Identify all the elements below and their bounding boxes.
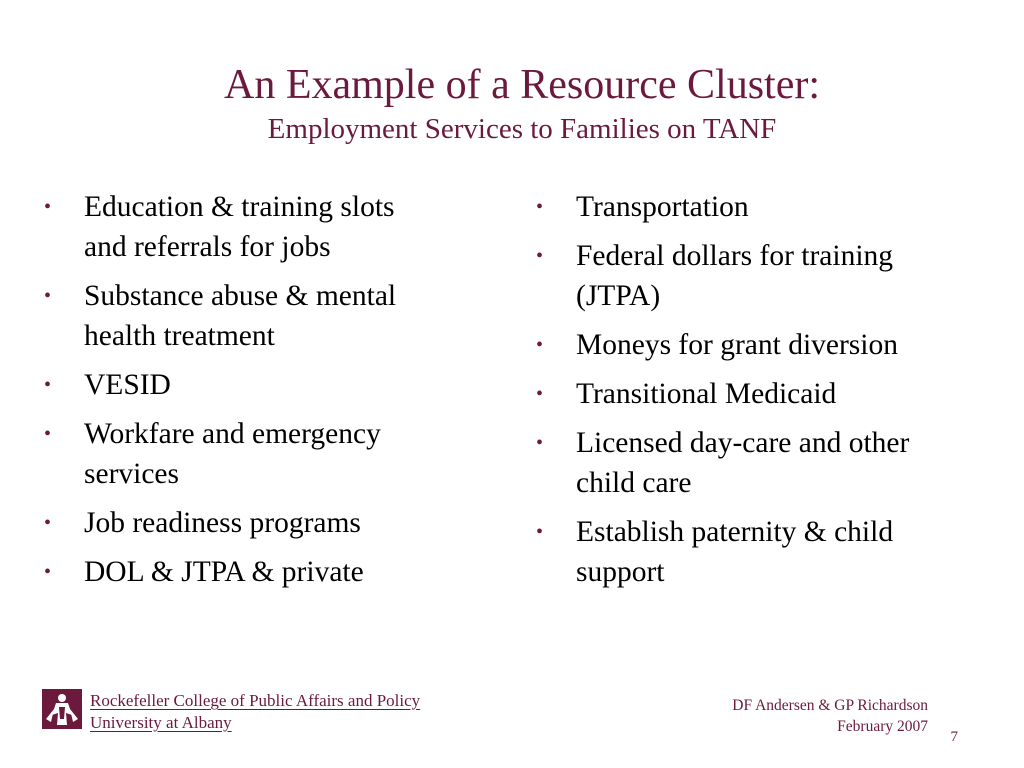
list-item-text: DOL & JTPA & private xyxy=(84,556,364,588)
list-item-text: Moneys for grant diversion xyxy=(576,329,898,361)
list-item-text: health treatment xyxy=(84,320,275,352)
bullet-icon: • xyxy=(536,432,544,454)
university-name: University at Albany xyxy=(90,713,232,732)
list-item xyxy=(44,276,464,356)
list-item-text: (JTPA) xyxy=(576,280,661,312)
list-item-text: Establish paternity & child xyxy=(576,516,894,548)
list-item-text: Workfare and emergency xyxy=(84,418,381,450)
bullet-icon: • xyxy=(536,521,544,543)
list-item-text: and referrals for jobs xyxy=(84,231,331,263)
list-item-text: Substance abuse & mental xyxy=(84,280,397,312)
bullet-icon: • xyxy=(44,512,52,534)
logo-figure-icon xyxy=(42,689,82,729)
list-item xyxy=(536,374,976,414)
slide-title: An Example of a Resource Cluster: xyxy=(224,62,820,108)
bullet-icon: • xyxy=(44,285,52,307)
bullet-icon: • xyxy=(44,196,52,218)
list-item-text: Federal dollars for training xyxy=(576,240,894,272)
bullet-icon: • xyxy=(536,334,544,356)
bullet-icon: • xyxy=(44,374,52,396)
list-item xyxy=(44,187,464,267)
bullet-icon: • xyxy=(536,196,544,218)
list-item xyxy=(44,414,464,494)
list-item-text: support xyxy=(576,556,665,588)
list-item-text: VESID xyxy=(84,369,171,401)
institution-block xyxy=(90,690,420,734)
list-item xyxy=(44,552,464,592)
list-item-text: child care xyxy=(576,467,692,499)
list-item xyxy=(536,187,976,227)
slide-subtitle: Employment Services to Families on TANF xyxy=(267,113,777,145)
list-item xyxy=(536,512,976,592)
list-item xyxy=(536,236,976,316)
bullet-icon: • xyxy=(44,423,52,445)
bullet-icon: • xyxy=(44,561,52,583)
list-item-text: services xyxy=(84,458,180,490)
date-text: February 2007 xyxy=(837,718,928,735)
bullet-icon: • xyxy=(536,383,544,405)
list-item-text: Job readiness programs xyxy=(84,507,361,539)
list-item-text: Licensed day-care and other xyxy=(576,427,910,459)
left-bullet-list xyxy=(44,187,464,601)
list-item xyxy=(44,503,464,543)
authors-text: DF Andersen & GP Richardson xyxy=(732,697,928,714)
institution-name: Rockefeller College of Public Affairs and Policy xyxy=(90,691,421,710)
college-logo-icon xyxy=(42,689,82,729)
list-item xyxy=(44,365,464,405)
list-item-text: Transportation xyxy=(576,191,749,223)
bullet-icon: • xyxy=(536,245,544,267)
authors-block xyxy=(732,695,928,737)
list-item-text: Transitional Medicaid xyxy=(576,378,837,410)
list-item xyxy=(536,325,976,365)
list-item-text: Education & training slots xyxy=(84,191,395,223)
list-item xyxy=(536,423,976,503)
right-bullet-list xyxy=(536,187,976,601)
page-number: 7 xyxy=(950,729,958,745)
